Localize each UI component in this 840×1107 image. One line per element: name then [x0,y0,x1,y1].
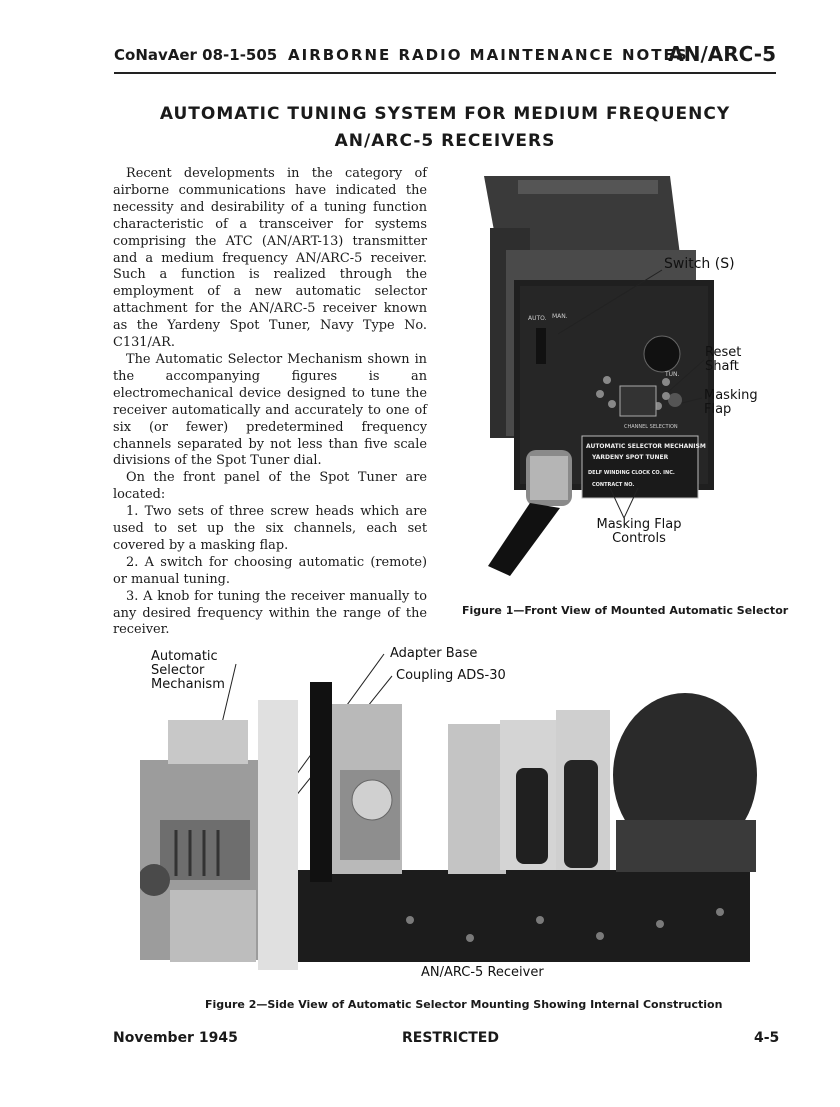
header-title: AIRBORNE RADIO MAINTENANCE NOTES [288,46,689,64]
list-item: 2. A switch for choosing automatic (remote) or manual tuning. [113,554,427,587]
label-masking-flap: Masking Flap [704,388,758,417]
list-item: 3. A knob for tuning the receiver manually to any desired frequency within the range of the receiver. [113,588,427,638]
footer-date: November 1945 [113,1030,238,1046]
label-switch: Switch (S) [664,256,735,272]
article-body [113,166,427,639]
figure2-caption: Figure 2—Side View of Automatic Selector Mounting Showing Internal Construction [205,998,723,1011]
plate-line: AUTOMATIC SELECTOR MECHANISM [586,443,706,450]
plate-line: YARDENY SPOT TUNER [592,454,669,461]
article-title-line2: AN/ARC-5 RECEIVERS [334,131,556,151]
header-publication: CoNavAer 08-1-505 [114,46,278,64]
label-coupling: Coupling ADS-30 [396,668,506,683]
footer-classification: RESTRICTED [402,1030,499,1046]
paragraph: Recent developments in the category of airborne communications have indicated the necessity and desirability of a tuning function characteristic of a transceiver for systems comprising the ATC (AN/ART-13) transmitter and a medium frequency AN/ARC-5 receiver. Such a function is realized through the employment of a new automatic selector attachment for the AN/ARC-5 receiver known as the Yardeny Spot Tuner, Navy Type No. C131/AR. [113,166,427,351]
paragraph: The Automatic Selector Mechanism shown in the accompanying figures is an electromechanical device designed to tune the receiver automatically and accurately to one of six (or fewer) predetermined frequency channels separated by not less than five scale divisions of the Spot Tuner dial. [113,351,427,469]
panel-auto: AUTO. [528,315,547,322]
label-receiver: AN/ARC-5 Receiver [421,965,544,980]
footer-page-number: 4-5 [754,1030,780,1046]
page-header [114,44,776,74]
list-item: 1. Two sets of three screw heads which are used to set up the six channels, each set covered by a masking flap. [113,504,427,553]
panel-channel: CHANNEL SELECTION [624,424,678,430]
plate-line: DELF WINDING CLOCK CO. INC. [588,470,675,476]
panel-tun: TUN. [665,371,680,378]
panel-man: MAN. [552,313,568,320]
article-title-line1: AUTOMATIC TUNING SYSTEM FOR MEDIUM FREQUENCY [159,104,731,124]
label-masking-flap-controls: Masking Flap Controls [596,517,682,546]
header-equipment: AN/ARC-5 [668,42,776,66]
label-reset-shaft: Reset Shaft [705,345,742,374]
figure1-caption: Figure 1—Front View of Mounted Automatic Selector [462,604,789,617]
label-adapter-base: Adapter Base [390,646,478,661]
label-automatic-selector-mechanism: Automatic Selector Mechanism [151,649,225,692]
paragraph: On the front panel of the Spot Tuner are located: [113,470,427,503]
plate-line: CONTRACT NO. [592,482,635,488]
figure2-photo [140,680,770,970]
